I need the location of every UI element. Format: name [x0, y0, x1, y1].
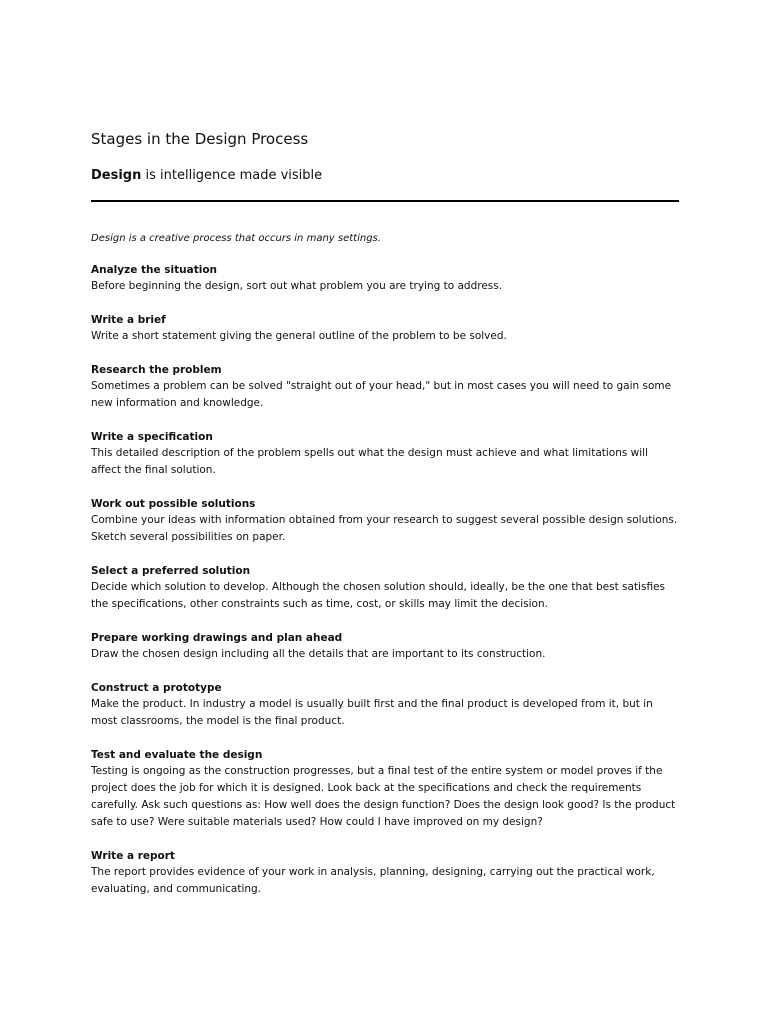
tagline-rest: is intelligence made visible — [141, 168, 323, 183]
stage-title: Select a preferred solution — [91, 565, 251, 577]
stage-text: Make the product. In industry a model is usually built first and the final product is developed from it, but in most classrooms, the model is the final product. — [91, 698, 653, 727]
tagline — [91, 167, 679, 185]
stage-text: Testing is ongoing as the construction progresses, but a final test of the entire system or model proves if the project does the job for which it is designed. Look back at the specifications and check the requirements carefully. Ask such questions as: How well does the design function? Does the design look good? Is the product safe to use? Were suitable materials used? How could I have improved on my design? — [91, 765, 676, 828]
stage-text: Write a short statement giving the general outline of the problem to be solved. — [91, 330, 507, 342]
stage-text: Sometimes a problem can be solved "straight out of your head," but in most cases you will need to gain some new information and knowledge. — [91, 380, 672, 409]
stage-title: Write a brief — [91, 314, 166, 326]
stage-title: Prepare working drawings and plan ahead — [91, 632, 343, 644]
stage-item — [91, 262, 679, 295]
stage-item — [91, 362, 679, 412]
stage-text: Decide which solution to develop. Although the chosen solution should, ideally, be the one that best satisfies the specifications, other constraints such as time, cost, or skills may limit the decision. — [91, 581, 666, 610]
stage-text: The report provides evidence of your work in analysis, planning, designing, carrying out the practical work, evaluating, and communicating. — [91, 866, 655, 895]
stage-item — [91, 312, 679, 345]
stage-title: Research the problem — [91, 364, 222, 376]
intro-text: Design is a creative process that occurs in many settings. — [91, 233, 381, 244]
divider — [91, 200, 679, 202]
stage-title: Write a report — [91, 850, 175, 862]
stage-text: Combine your ideas with information obtained from your research to suggest several possible design solutions. Sketch several possibilities on paper. — [91, 514, 678, 543]
stage-text: Draw the chosen design including all the details that are important to its construction. — [91, 648, 546, 660]
stage-item — [91, 563, 679, 613]
stage-item — [91, 429, 679, 479]
stages-list — [91, 262, 679, 898]
stage-item — [91, 747, 679, 831]
stage-item — [91, 630, 679, 663]
document-page — [91, 128, 679, 915]
stage-title: Test and evaluate the design — [91, 749, 263, 761]
tagline-bold: Design — [91, 168, 142, 183]
stage-title: Work out possible solutions — [91, 498, 256, 510]
page-title: Stages in the Design Process — [91, 130, 309, 148]
stage-title: Write a specification — [91, 431, 213, 443]
stage-text: This detailed description of the problem spells out what the design must achieve and what limitations will affect the final solution. — [91, 447, 649, 476]
stage-text: Before beginning the design, sort out what problem you are trying to address. — [91, 280, 503, 292]
stage-item — [91, 496, 679, 546]
stage-title: Analyze the situation — [91, 264, 218, 276]
stage-item — [91, 848, 679, 898]
stage-title: Construct a prototype — [91, 682, 222, 694]
stage-item — [91, 680, 679, 730]
